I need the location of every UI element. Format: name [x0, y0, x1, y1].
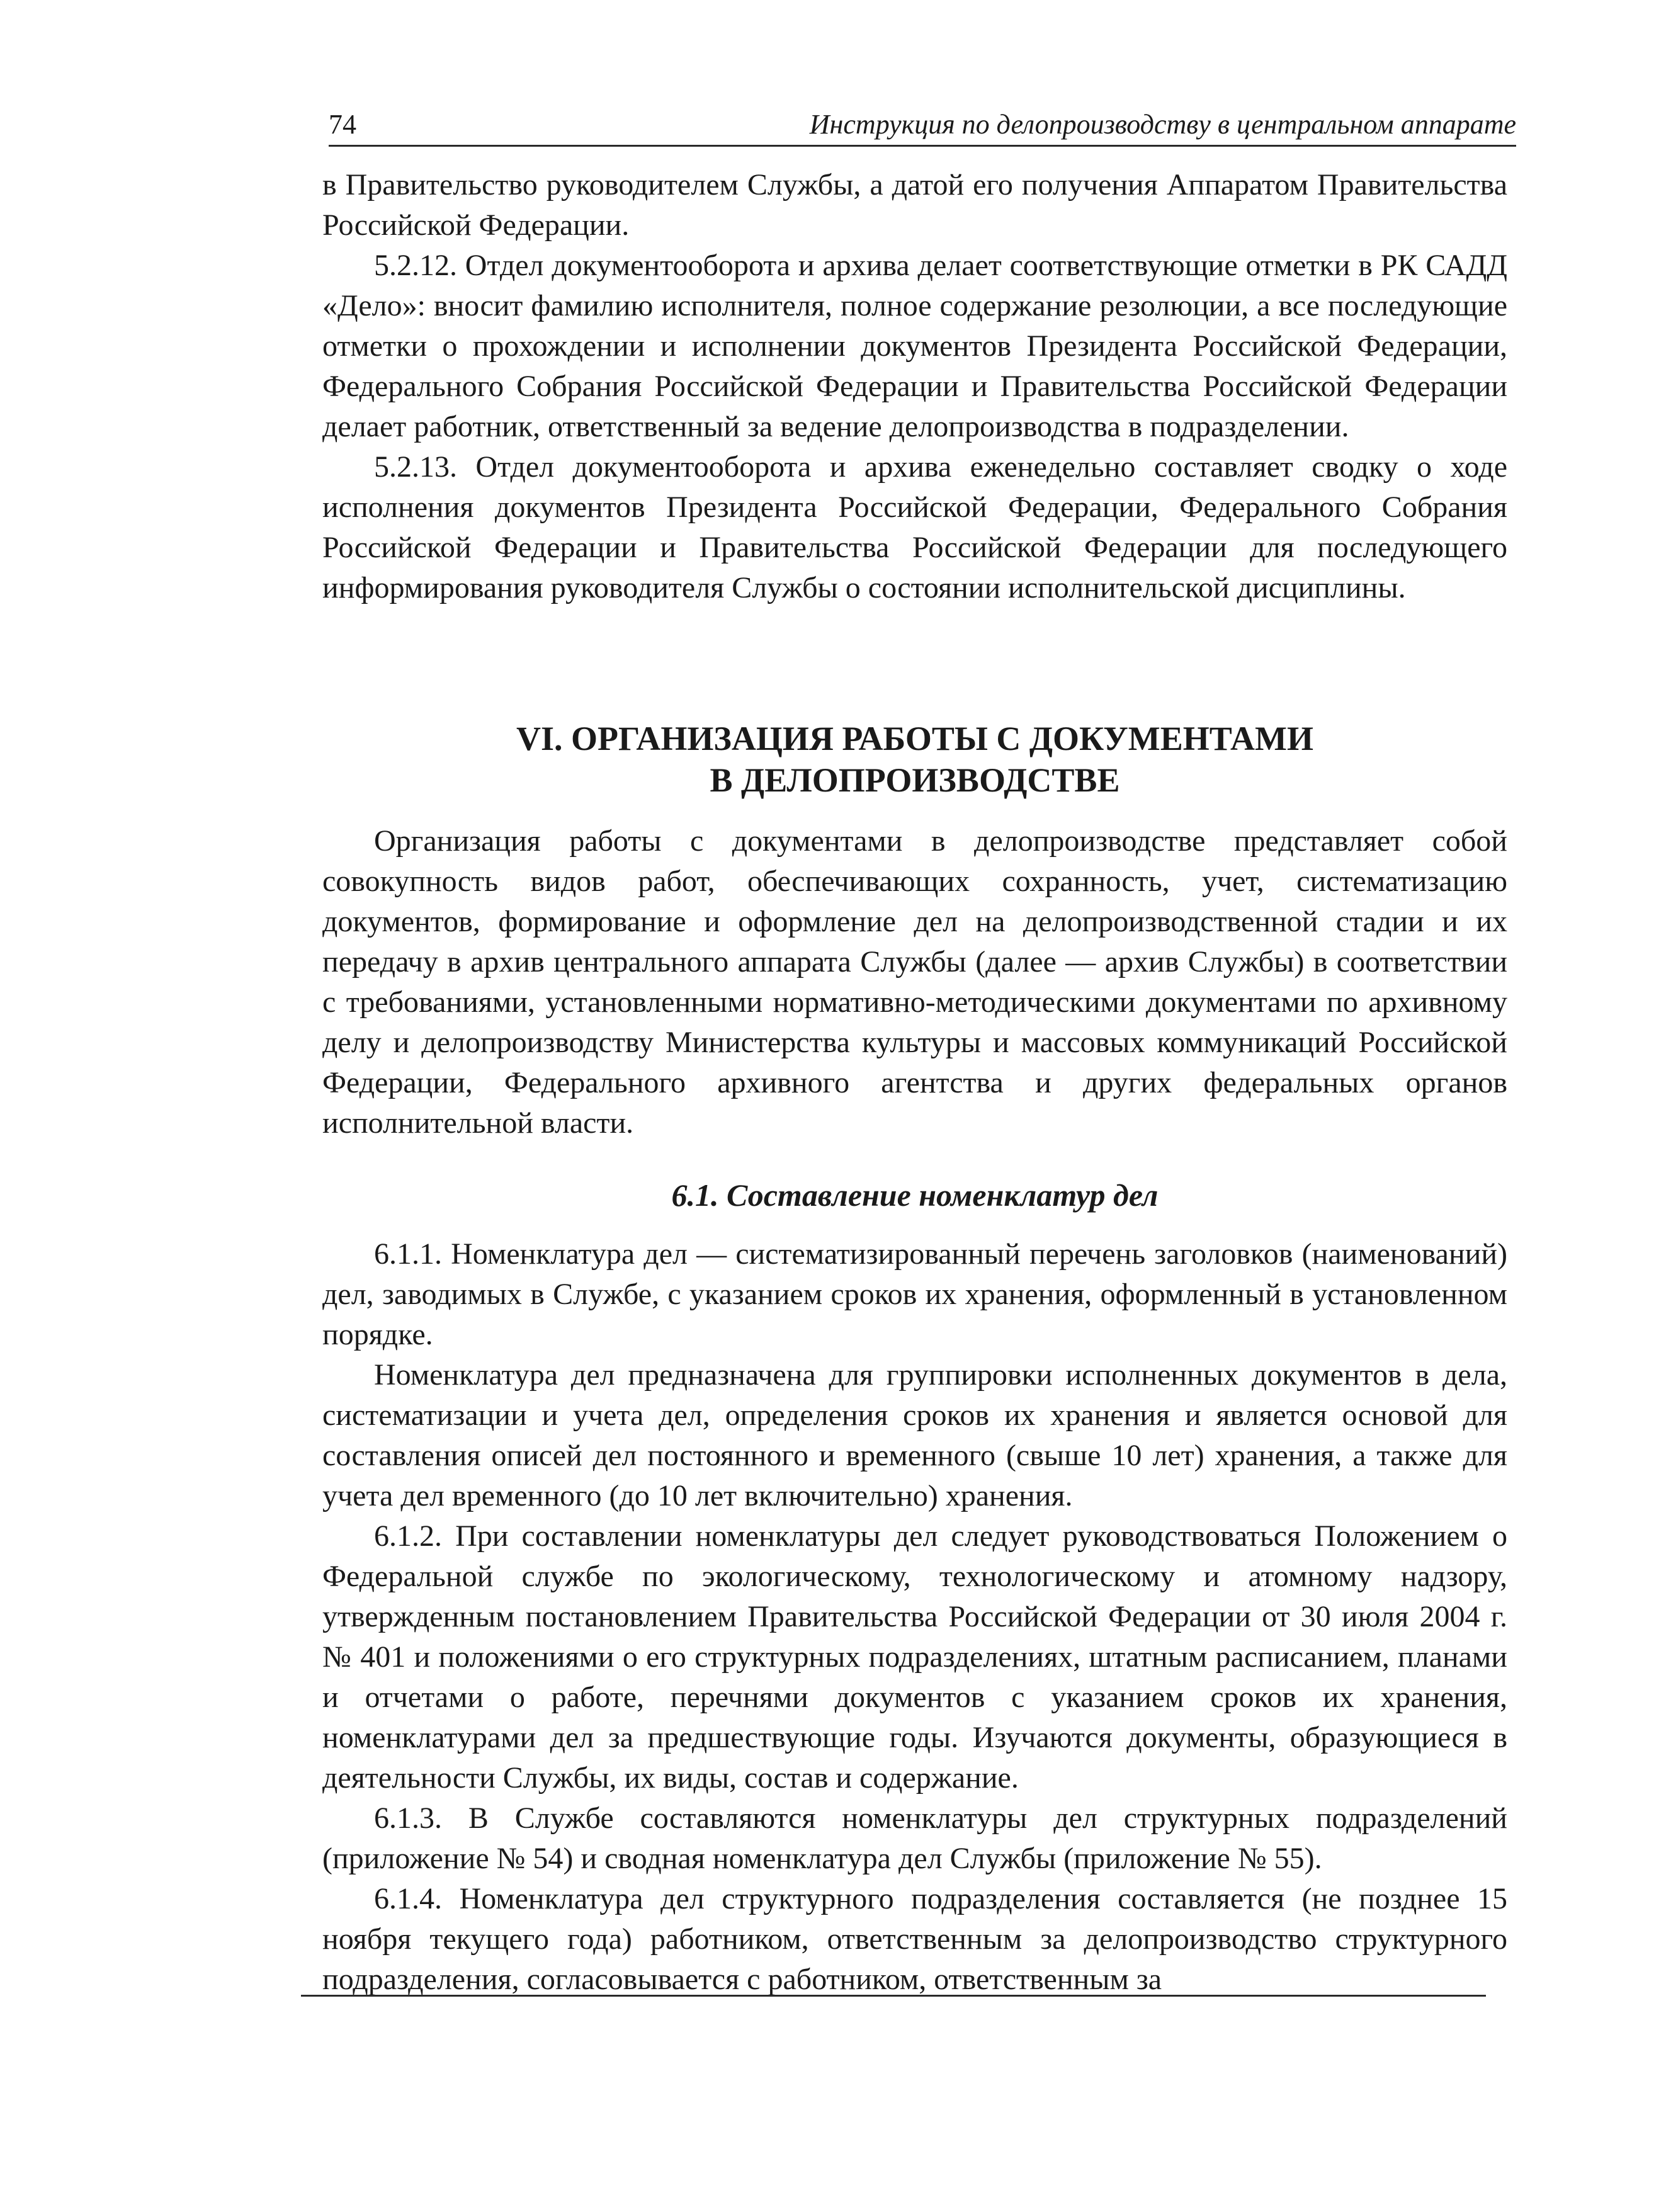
section-intro-paragraph: Организация работы с документами в делопроизводстве представляет собой совокупность видов работ, обеспечивающих сохранность, учет, систематизацию документов, формирование и оформление дел на делопроизводственной стадии и их передачу в архив центрального аппарата Службы (далее — архив Службы) в соответствии с требованиями, установленными нормативно-методическими документами по архивному делу и делопроизводству Министерства культуры и массовых коммуникаций Российской Федерации, Федерального архивного агентства и других федеральных органов исполнительной власти. — [322, 824, 1507, 1140]
paragraph-continuation: в Правительство руководителем Службы, а датой его получения Аппаратом Правительства Российской Федерации. — [322, 168, 1507, 242]
subsection-heading: 6.1. Составление номенклатур дел — [671, 1177, 1159, 1213]
subsection-text-block — [322, 1234, 1507, 2000]
paragraph-6-1-3: 6.1.3. В Службе составляются номенклатуры дел структурных подразделений (приложение № 54) и сводная номенклатура дел Службы (приложение № 55). — [322, 1801, 1507, 1875]
section-heading — [322, 718, 1507, 801]
section-heading-line-1: VI. ОРГАНИЗАЦИЯ РАБОТЫ С ДОКУМЕНТАМИ — [516, 720, 1314, 757]
paragraph-5-2-12: 5.2.12. Отдел документооборота и архива делает соответствующие отметки в РК САДД «Дело»: вносит фамилию исполнителя, полное содержание резолюции, а все последующие отметки о прохождении и исполнении документов Президента Российской Федерации, Федерального Собрания Российской Федерации и Правительства Российской Федерации делает работник, ответственный за ведение делопроизводства в подразделении. — [322, 249, 1507, 443]
paragraph-6-1-4: 6.1.4. Номенклатура дел структурного подразделения составляется (не позднее 15 ноября текущего года) работником, ответственным за делопроизводство структурного подразделения, согласовывается с работником, ответственным за — [322, 1882, 1507, 1996]
paragraph-nomenclature-purpose: Номенклатура дел предназначена для группировки исполненных документов в дела, систематизации и учета дел, определения сроков их хранения и является основой для составления описей дел постоянного и временного (свыше 10 лет) хранения, а также для учета дел временного (до 10 лет включительно) хранения. — [322, 1358, 1507, 1512]
footer-rule — [301, 1995, 1486, 1997]
running-title: Инструкция по делопроизводству в центральном аппарате — [809, 109, 1516, 140]
section-intro-block — [322, 821, 1507, 1143]
running-header — [329, 106, 1516, 147]
paragraph-5-2-13: 5.2.13. Отдел документооборота и архива еженедельно составляет сводку о ходе исполнения документов Президента Российской Федерации, Федерального Собрания Российской Федерации и Правительства Российской Федерации для последующего информирования руководителя Службы о состоянии исполнительской дисциплины. — [322, 450, 1507, 604]
paragraph-6-1-1: 6.1.1. Номенклатура дел — систематизированный перечень заголовков (наименований) дел, заводимых в Службе, с указанием сроков их хранения, оформленный в установленном порядке. — [322, 1237, 1507, 1351]
top-text-block — [322, 165, 1507, 608]
section-heading-line-2: В ДЕЛОПРОИЗВОДСТВЕ — [710, 761, 1120, 799]
page-number: 74 — [329, 109, 356, 140]
paragraph-6-1-2: 6.1.2. При составлении номенклатуры дел следует руководствоваться Положением о Федеральной службе по экологическому, технологическому и атомному надзору, утвержденным постановлением Правительства Российской Федерации от 30 июля 2004 г. № 401 и положениями о его структурных подразделениях, штатным расписанием, планами и отчетами о работе, перечнями документов с указанием сроков их хранения, номенклатурами дел за предшествующие годы. Изучаются документы, образующиеся в деятельности Службы, их виды, состав и содержание. — [322, 1519, 1507, 1795]
